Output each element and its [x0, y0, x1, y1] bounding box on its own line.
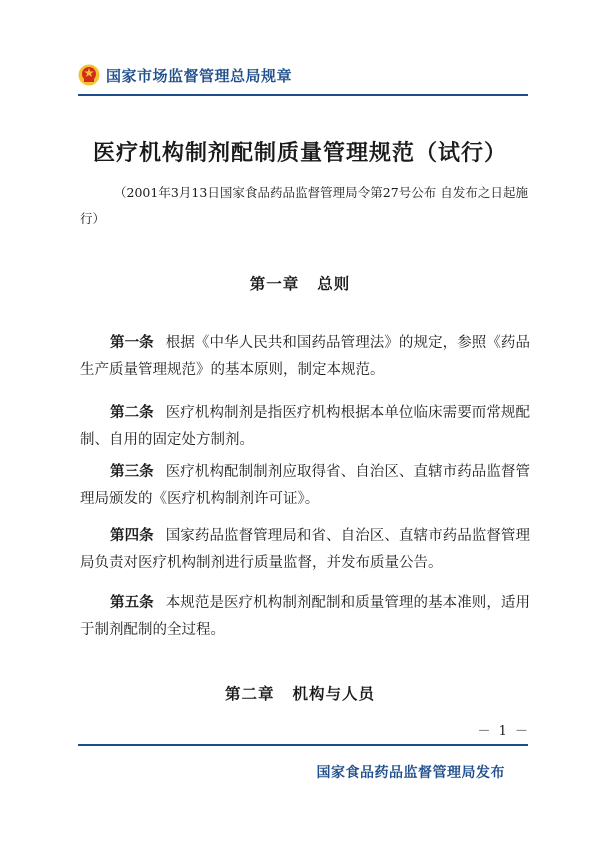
document-title: 医疗机构制剂配制质量管理规范（试行） — [92, 140, 507, 166]
article-text: 医疗机构制剂是指医疗机构根据本单位临床需要而常规配制、自用的固定处方制剂。 — [80, 405, 531, 448]
article-label: 第五条 — [110, 595, 154, 611]
article-text: 本规范是医疗机构制剂配制和质量管理的基本准则，适用于制剂配制的全过程。 — [80, 595, 531, 638]
chapter-name: 总则 — [317, 275, 351, 293]
national-emblem-icon — [78, 64, 100, 86]
chapter-number: 第二章 — [224, 685, 275, 703]
page-header — [78, 62, 292, 88]
chapter-name: 机构与人员 — [292, 685, 376, 703]
article — [80, 459, 530, 513]
document-subtitle: （2001年3月13日国家食品药品监督管理局令第27号公布 自发布之日起施行） — [80, 185, 528, 226]
chapter-number: 第一章 — [249, 275, 300, 293]
article-text: 医疗机构配制制剂应取得省、自治区、直辖市药品监督管理局颁发的《医疗机构制剂许可证》。 — [80, 464, 531, 507]
article-label: 第二条 — [110, 405, 154, 421]
article-text: 国家药品监督管理局和省、自治区、直辖市药品监督管理局负责对医疗机构制剂进行质量监督，并发布质量公告。 — [80, 528, 531, 571]
article-label: 第一条 — [110, 335, 154, 351]
article — [80, 523, 530, 577]
article — [80, 330, 530, 384]
chapter-heading — [0, 272, 600, 294]
footer-divider — [78, 744, 528, 746]
page-number: － 1 － — [477, 724, 530, 739]
header-divider — [78, 94, 528, 96]
article-label: 第四条 — [110, 528, 154, 544]
article — [80, 590, 530, 644]
article — [80, 400, 530, 454]
header-org-name: 国家市场监督管理总局规章 — [106, 66, 293, 85]
chapter-heading — [0, 682, 600, 704]
article-text: 根据《中华人民共和国药品管理法》的规定，参照《药品生产质量管理规范》的基本原则，制定本规范。 — [80, 335, 531, 378]
footer-publisher: 国家食品药品监督管理局发布 — [316, 765, 505, 781]
article-label: 第三条 — [110, 464, 154, 480]
